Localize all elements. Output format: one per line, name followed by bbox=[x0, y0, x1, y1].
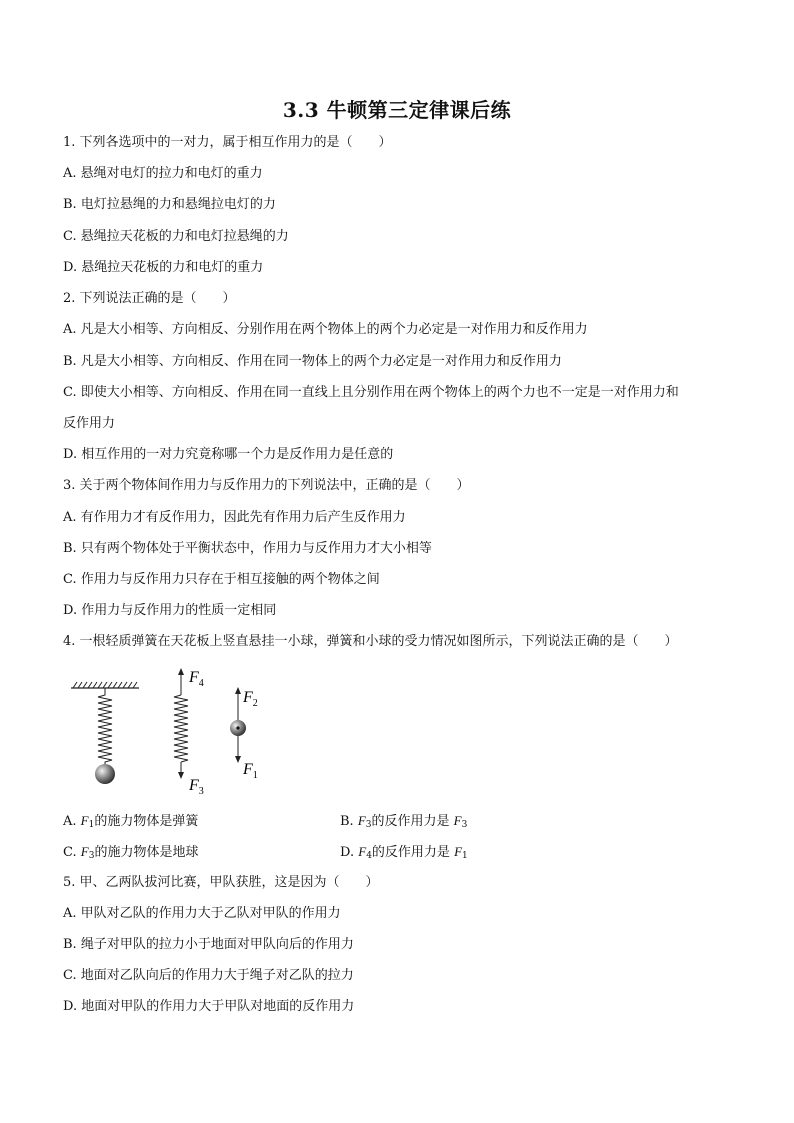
question-4-stem: 4. 一根轻质弹簧在天花板上竖直悬挂一小球，弹簧和小球的受力情况如图所示，下列说法正确的是（ ） bbox=[63, 634, 678, 649]
question-5-option-a: A. 甲队对乙队的作用力大于乙队对甲队的作用力 bbox=[63, 906, 341, 921]
f2-label: $F_2$ bbox=[243, 689, 258, 709]
question-4-option-b: B. $F_3$的反作用力是 $F_3$ bbox=[340, 813, 468, 830]
page-title: 3.3 牛顿第三定律课后练 bbox=[282, 98, 512, 122]
question-2-option-d: D. 相互作用的一对力究竟称哪一个力是反作用力是任意的 bbox=[63, 447, 394, 462]
question-3-option-c: C. 作用力与反作用力只存在于相互接触的两个物体之间 bbox=[63, 572, 380, 587]
question-4-option-c: C. $F_3$的施力物体是地球 bbox=[63, 844, 199, 861]
f1-arrowhead bbox=[235, 756, 241, 763]
question-2-stem: 2. 下列说法正确的是（ ） bbox=[63, 291, 236, 306]
question-2-option-c-continued: 反作用力 bbox=[63, 416, 116, 431]
isolated-spring bbox=[174, 695, 188, 762]
ceiling-hatch bbox=[71, 682, 139, 688]
question-2-option-c: C. 即使大小相等、方向相反、作用在同一直线上且分别作用在两个物体上的两个力也不一定是一对作用力和 bbox=[63, 385, 679, 400]
f4-label: $F_4$ bbox=[189, 669, 204, 689]
question-1-option-b: B. 电灯拉悬绳的力和悬绳拉电灯的力 bbox=[63, 197, 276, 212]
question-1-option-d: D. 悬绳拉天花板的力和电灯的重力 bbox=[63, 260, 264, 275]
question-5-stem: 5. 甲、乙两队拔河比赛，甲队获胜，这是因为（ ） bbox=[63, 875, 379, 890]
spring-force-diagram bbox=[63, 668, 283, 798]
question-3-option-d: D. 作用力与反作用力的性质一定相同 bbox=[63, 603, 277, 618]
question-4-option-d: D. $F_4$的反作用力是 $F_1$ bbox=[340, 844, 468, 861]
f2-arrowhead bbox=[235, 687, 241, 694]
hanging-ball bbox=[95, 764, 115, 784]
f3-arrowhead bbox=[178, 772, 184, 779]
question-2-option-b: B. 凡是大小相等、方向相反、作用在同一物体上的两个力必定是一对作用力和反作用力 bbox=[63, 354, 562, 369]
question-1-option-c: C. 悬绳拉天花板的力和电灯拉悬绳的力 bbox=[63, 229, 289, 244]
question-2-option-a: A. 凡是大小相等、方向相反、分别作用在两个物体上的两个力必定是一对作用力和反作用力 bbox=[63, 322, 588, 337]
question-1-stem: 1. 下列各选项中的一对力，属于相互作用力的是（ ） bbox=[63, 135, 392, 150]
hanging-spring bbox=[98, 688, 112, 765]
question-5-option-c: C. 地面对乙队向后的作用力大于绳子对乙队的拉力 bbox=[63, 968, 354, 983]
f3-label: $F_3$ bbox=[189, 777, 204, 797]
f1-label: $F_1$ bbox=[243, 761, 258, 781]
question-5-option-b: B. 绳子对甲队的拉力小于地面对甲队向后的作用力 bbox=[63, 937, 354, 952]
question-3-option-b: B. 只有两个物体处于平衡状态中，作用力与反作用力才大小相等 bbox=[63, 541, 432, 556]
question-5-option-d: D. 地面对甲队的作用力大于甲队对地面的反作用力 bbox=[63, 999, 355, 1014]
question-4-option-a: A. $F_1$的施力物体是弹簧 bbox=[63, 813, 199, 830]
question-3-stem: 3. 关于两个物体间作用力与反作用力的下列说法中，正确的是（ ） bbox=[63, 478, 470, 493]
f4-arrowhead bbox=[178, 668, 184, 675]
question-1-option-a: A. 悬绳对电灯的拉力和电灯的重力 bbox=[63, 166, 263, 181]
question-3-option-a: A. 有作用力才有反作用力，因此先有作用力后产生反作用力 bbox=[63, 510, 406, 525]
